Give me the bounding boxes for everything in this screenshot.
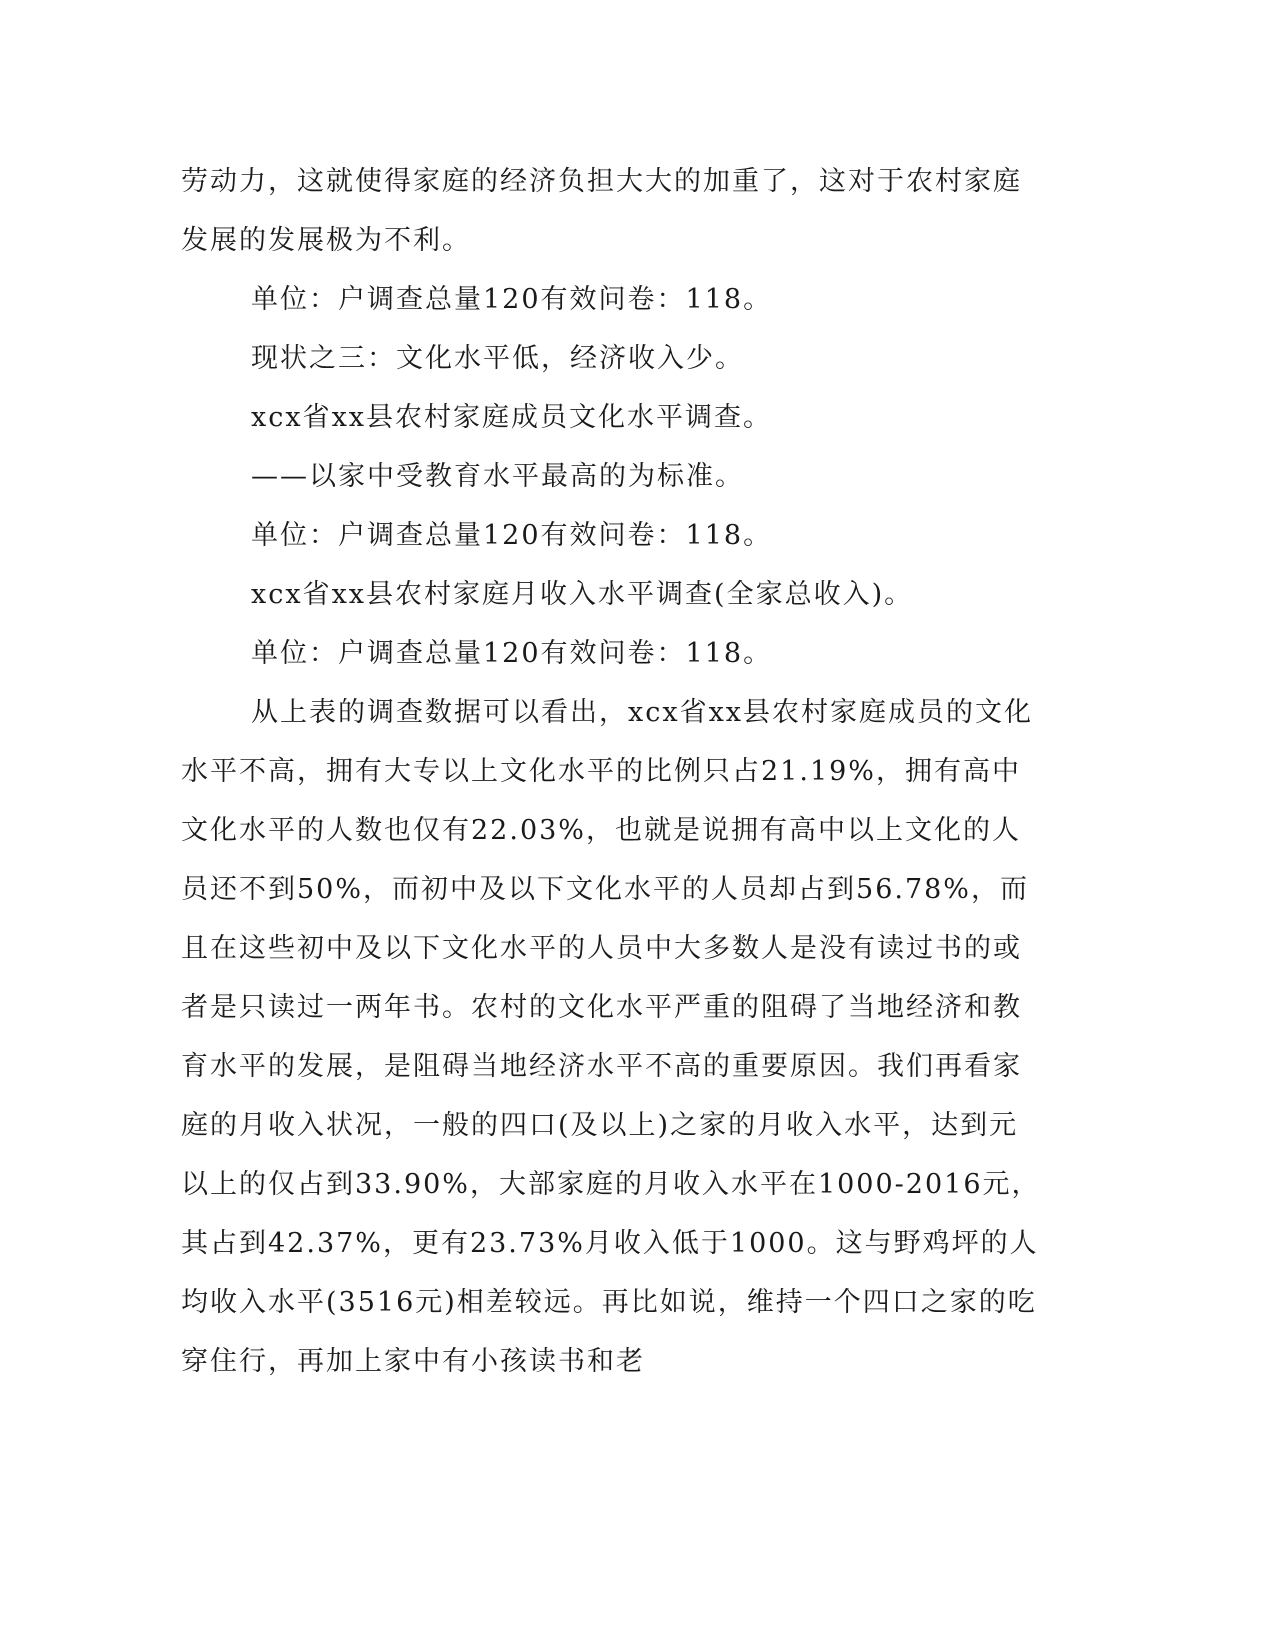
paragraph-unit-note-1: 单位：户调查总量120有效问卷：118。 [251, 284, 773, 315]
paragraph-status-heading: 现状之三：文化水平低，经济收入少。 [251, 343, 744, 374]
paragraph-unit-note-2: 单位：户调查总量120有效问卷：118。 [251, 520, 773, 551]
paragraph-continuation: 劳动力，这就使得家庭的经济负担大大的加重了，这对于农村家庭发展的发展极为不利。 [181, 166, 1022, 256]
paragraph-income-survey-title: xcx省xx县农村家庭月收入水平调查(全家总收入)。 [251, 579, 914, 610]
paragraph-analysis: 从上表的调查数据可以看出，xcx省xx县农村家庭成员的文化水平不高，拥有大专以上文化水平的比例只占21.19%，拥有高中文化水平的人数也仅有22.03%，也就是说拥有高中以上文化的人员还不到50%，而初中及以下文化水平的人员却占到56.78%，而且在这些初中及以下文化水平的人员中大多数人是没有读过书的或者是只读过一两年书。农村的文化水平严重的阻碍了当地经济和教育水平的发展，是阻碍当地经济水平不高的重要原因。我们再看家庭的月收入状况，一般的四口(及以上)之家的月收入水平，达到元以上的仅占到33.90%，大部家庭的月收入水平在1000-2016元，其占到42.37%，更有23.73%月收入低于1000。这与野鸡坪的人均收入水平(3516元)相差较远。再比如说，维持一个四口之家的吃穿住行，再加上家中有小孩读书和老 [181, 697, 1041, 1377]
paragraph-unit-note-3: 单位：户调查总量120有效问卷：118。 [251, 638, 773, 669]
paragraph-education-survey-title: xcx省xx县农村家庭成员文化水平调查。 [251, 402, 773, 433]
body-text [181, 152, 1041, 1391]
paragraph-education-standard: ——以家中受教育水平最高的为标准。 [251, 461, 744, 492]
